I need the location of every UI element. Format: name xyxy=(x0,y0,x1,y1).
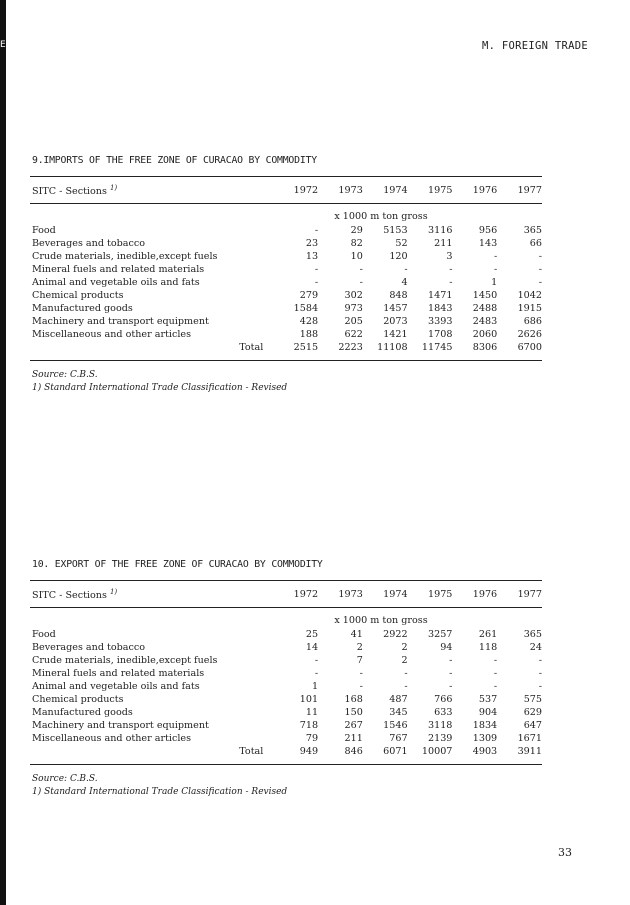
value-cell: 2488 xyxy=(472,303,498,314)
value-cell: - xyxy=(538,655,542,666)
row-label: Chemical products xyxy=(32,290,124,301)
total-cell: 11745 xyxy=(421,342,453,353)
row-label: Food xyxy=(32,629,56,640)
value-cell: - xyxy=(493,655,498,666)
row-label: Crude materials, inedible,except fuels xyxy=(32,655,218,666)
total-cell: 949 xyxy=(299,746,319,757)
year-header: 1974 xyxy=(383,184,408,196)
value-cell: 302 xyxy=(344,290,363,301)
value-cell: 904 xyxy=(478,707,498,718)
value-cell: 23 xyxy=(305,238,319,249)
table-row xyxy=(30,628,542,641)
value-cell: 537 xyxy=(478,694,498,705)
value-cell: 2922 xyxy=(383,629,408,640)
value-cell: 3118 xyxy=(428,720,453,731)
table-row xyxy=(30,315,542,328)
row-label: Miscellaneous and other articles xyxy=(32,733,191,744)
value-cell: 24 xyxy=(529,642,542,653)
value-cell: 2060 xyxy=(472,329,498,340)
value-cell: 1915 xyxy=(517,303,542,314)
year-header: 1972 xyxy=(293,184,319,196)
value-cell: 1708 xyxy=(428,329,453,340)
value-cell: 848 xyxy=(389,290,408,301)
commodity-table xyxy=(30,581,542,758)
table-row xyxy=(30,224,542,237)
value-cell: - xyxy=(493,251,498,262)
total-cell: 2515 xyxy=(293,342,319,353)
value-cell: 2 xyxy=(401,642,408,653)
value-cell: 365 xyxy=(523,225,542,236)
footnote-mark: 1) xyxy=(109,183,118,192)
year-header: 1975 xyxy=(428,184,453,196)
total-cell: 6071 xyxy=(383,746,408,757)
footnote: 1) Standard International Trade Classification - Revised xyxy=(32,787,288,797)
table-row xyxy=(30,667,542,680)
total-row xyxy=(30,341,542,354)
table-row xyxy=(30,732,542,745)
value-cell: - xyxy=(538,681,542,692)
value-cell: 25 xyxy=(305,629,319,640)
value-cell: 7 xyxy=(356,655,363,666)
value-cell: 3257 xyxy=(428,629,453,640)
value-cell: 428 xyxy=(299,316,319,327)
value-cell: - xyxy=(359,681,363,692)
row-label: Beverages and tobacco xyxy=(32,238,146,249)
value-cell: 1584 xyxy=(293,303,319,314)
value-cell: 5153 xyxy=(383,225,408,236)
value-cell: 647 xyxy=(523,720,542,731)
value-cell: 2483 xyxy=(472,316,498,327)
value-cell: 1843 xyxy=(428,303,453,314)
value-cell: 686 xyxy=(523,316,542,327)
source-note: Source: C.B.S. xyxy=(32,774,98,784)
total-cell: 846 xyxy=(344,746,363,757)
value-cell: 1042 xyxy=(517,290,542,301)
value-cell: 2626 xyxy=(517,329,542,340)
table-row xyxy=(30,237,542,250)
value-cell: - xyxy=(314,264,319,275)
imports-table-section xyxy=(30,155,542,395)
value-cell: 94 xyxy=(440,642,453,653)
table-row xyxy=(30,706,542,719)
row-label: Animal and vegetable oils and fats xyxy=(32,277,200,288)
value-cell: 575 xyxy=(523,694,542,705)
value-cell: 3 xyxy=(446,251,453,262)
total-label: Total xyxy=(239,342,264,353)
value-cell: - xyxy=(359,264,363,275)
table-row xyxy=(30,302,542,315)
value-cell: 267 xyxy=(344,720,363,731)
value-cell: 168 xyxy=(344,694,363,705)
value-cell: - xyxy=(314,655,319,666)
source-note: Source: C.B.S. xyxy=(32,370,98,380)
row-label: Beverages and tobacco xyxy=(32,642,146,653)
value-cell: 120 xyxy=(389,251,408,262)
value-cell: 29 xyxy=(350,225,363,236)
table-row xyxy=(30,719,542,732)
table-row xyxy=(30,289,542,302)
value-cell: - xyxy=(449,668,453,679)
unit-row xyxy=(30,612,542,628)
value-cell: - xyxy=(493,681,498,692)
value-cell: 1 xyxy=(311,681,319,692)
value-cell: 143 xyxy=(478,238,498,249)
table-row xyxy=(30,654,542,667)
table-row xyxy=(30,328,542,341)
value-cell: 2 xyxy=(401,655,408,666)
value-cell: - xyxy=(314,668,319,679)
value-cell: - xyxy=(404,681,408,692)
edge-letter: E xyxy=(0,40,6,50)
total-row xyxy=(30,745,542,758)
year-header: 1977 xyxy=(517,588,542,600)
table-row xyxy=(30,641,542,654)
header-row xyxy=(30,581,542,608)
scan-edge xyxy=(0,0,6,905)
value-cell: - xyxy=(449,681,453,692)
value-cell: - xyxy=(314,225,319,236)
value-cell: 211 xyxy=(434,238,453,249)
value-cell: 2 xyxy=(356,642,363,653)
footnote: 1) Standard International Trade Classification - Revised xyxy=(32,383,288,393)
row-label: Mineral fuels and related materials xyxy=(32,668,205,679)
value-cell: - xyxy=(538,277,542,288)
value-cell: 2073 xyxy=(383,316,408,327)
value-cell: 66 xyxy=(529,238,542,249)
table-row xyxy=(30,250,542,263)
value-cell: - xyxy=(449,655,453,666)
value-cell: - xyxy=(314,277,319,288)
table-notes xyxy=(30,369,542,395)
value-cell: 1309 xyxy=(472,733,498,744)
unit-label: x 1000 m ton gross xyxy=(334,614,428,626)
value-cell: 766 xyxy=(434,694,453,705)
row-label: Chemical products xyxy=(32,694,124,705)
unit-row xyxy=(30,208,542,224)
value-cell: - xyxy=(538,251,542,262)
unit-label: x 1000 m ton gross xyxy=(334,210,428,222)
row-label: Mineral fuels and related materials xyxy=(32,264,205,275)
value-cell: - xyxy=(493,264,498,275)
value-cell: 52 xyxy=(395,238,408,249)
year-header: 1973 xyxy=(338,588,363,600)
row-label: Machinery and transport equipment xyxy=(32,316,209,327)
exports-table-section xyxy=(30,559,542,799)
value-cell: - xyxy=(359,277,363,288)
value-cell: 205 xyxy=(344,316,363,327)
value-cell: - xyxy=(449,264,453,275)
value-cell: - xyxy=(538,668,542,679)
value-cell: 41 xyxy=(350,629,363,640)
footnote-mark: 1) xyxy=(109,587,118,596)
value-cell: 4 xyxy=(401,277,408,288)
table-title: 10. EXPORT OF THE FREE ZONE OF CURACAO BY COMMODITY xyxy=(32,559,323,570)
year-header: 1972 xyxy=(293,588,319,600)
table-row xyxy=(30,693,542,706)
total-cell: 3911 xyxy=(517,746,542,757)
total-label: Total xyxy=(239,746,264,757)
year-header: 1976 xyxy=(472,184,498,196)
year-header: 1975 xyxy=(428,588,453,600)
value-cell: - xyxy=(449,277,453,288)
value-cell: 188 xyxy=(299,329,319,340)
value-cell: 633 xyxy=(434,707,453,718)
year-header: 1976 xyxy=(472,588,498,600)
value-cell: 1471 xyxy=(428,290,453,301)
value-cell: 1421 xyxy=(383,329,408,340)
value-cell: 82 xyxy=(350,238,363,249)
row-label: Manufactured goods xyxy=(32,303,133,314)
value-cell: 101 xyxy=(299,694,319,705)
table-row xyxy=(30,680,542,693)
value-cell: 956 xyxy=(478,225,498,236)
bottom-rule xyxy=(30,360,542,361)
value-cell: 261 xyxy=(478,629,498,640)
value-cell: 622 xyxy=(344,329,363,340)
value-cell: 345 xyxy=(389,707,408,718)
value-cell: - xyxy=(359,668,363,679)
value-cell: 365 xyxy=(523,629,542,640)
year-header: 1977 xyxy=(517,184,542,196)
commodity-table xyxy=(30,177,542,354)
total-cell: 11108 xyxy=(377,342,408,353)
header-label-cell xyxy=(30,581,273,608)
value-cell: 1671 xyxy=(517,733,542,744)
row-label: Crude materials, inedible,except fuels xyxy=(32,251,218,262)
value-cell: 11 xyxy=(305,707,319,718)
total-cell: 10007 xyxy=(421,746,453,757)
header-label-cell xyxy=(30,177,273,204)
value-cell: 2139 xyxy=(428,733,453,744)
value-cell: 767 xyxy=(389,733,408,744)
value-cell: 3116 xyxy=(428,225,453,236)
value-cell: 10 xyxy=(350,251,363,262)
page-number: 33 xyxy=(558,846,572,859)
value-cell: 1546 xyxy=(383,720,408,731)
row-label: Miscellaneous and other articles xyxy=(32,329,191,340)
row-label: Manufactured goods xyxy=(32,707,133,718)
value-cell: - xyxy=(404,264,408,275)
total-cell: 8306 xyxy=(472,342,498,353)
value-cell: - xyxy=(404,668,408,679)
header-label: SITC - Sections xyxy=(32,590,107,602)
value-cell: 79 xyxy=(305,733,319,744)
row-label: Animal and vegetable oils and fats xyxy=(32,681,200,692)
value-cell: 150 xyxy=(344,707,363,718)
year-header: 1974 xyxy=(383,588,408,600)
table-row xyxy=(30,263,542,276)
header-row xyxy=(30,177,542,204)
header-label: SITC - Sections xyxy=(32,186,107,198)
value-cell: 1457 xyxy=(383,303,408,314)
value-cell: - xyxy=(493,668,498,679)
row-label: Machinery and transport equipment xyxy=(32,720,209,731)
bottom-rule xyxy=(30,764,542,765)
value-cell: 3393 xyxy=(428,316,453,327)
value-cell: - xyxy=(538,264,542,275)
row-label: Food xyxy=(32,225,56,236)
value-cell: 211 xyxy=(344,733,363,744)
value-cell: 1450 xyxy=(472,290,498,301)
value-cell: 718 xyxy=(299,720,319,731)
table-notes xyxy=(30,773,542,799)
table-row xyxy=(30,276,542,289)
value-cell: 14 xyxy=(305,642,319,653)
running-head: M. FOREIGN TRADE xyxy=(482,40,588,52)
total-cell: 2223 xyxy=(338,342,363,353)
total-cell: 4903 xyxy=(472,746,498,757)
value-cell: 1 xyxy=(491,277,498,288)
value-cell: 279 xyxy=(299,290,319,301)
value-cell: 1834 xyxy=(472,720,498,731)
value-cell: 973 xyxy=(344,303,363,314)
total-cell: 6700 xyxy=(517,342,542,353)
table-title: 9.IMPORTS OF THE FREE ZONE OF CURACAO BY COMMODITY xyxy=(32,155,317,166)
value-cell: 118 xyxy=(478,642,498,653)
value-cell: 629 xyxy=(523,707,542,718)
value-cell: 13 xyxy=(305,251,319,262)
value-cell: 487 xyxy=(389,694,408,705)
year-header: 1973 xyxy=(338,184,363,196)
